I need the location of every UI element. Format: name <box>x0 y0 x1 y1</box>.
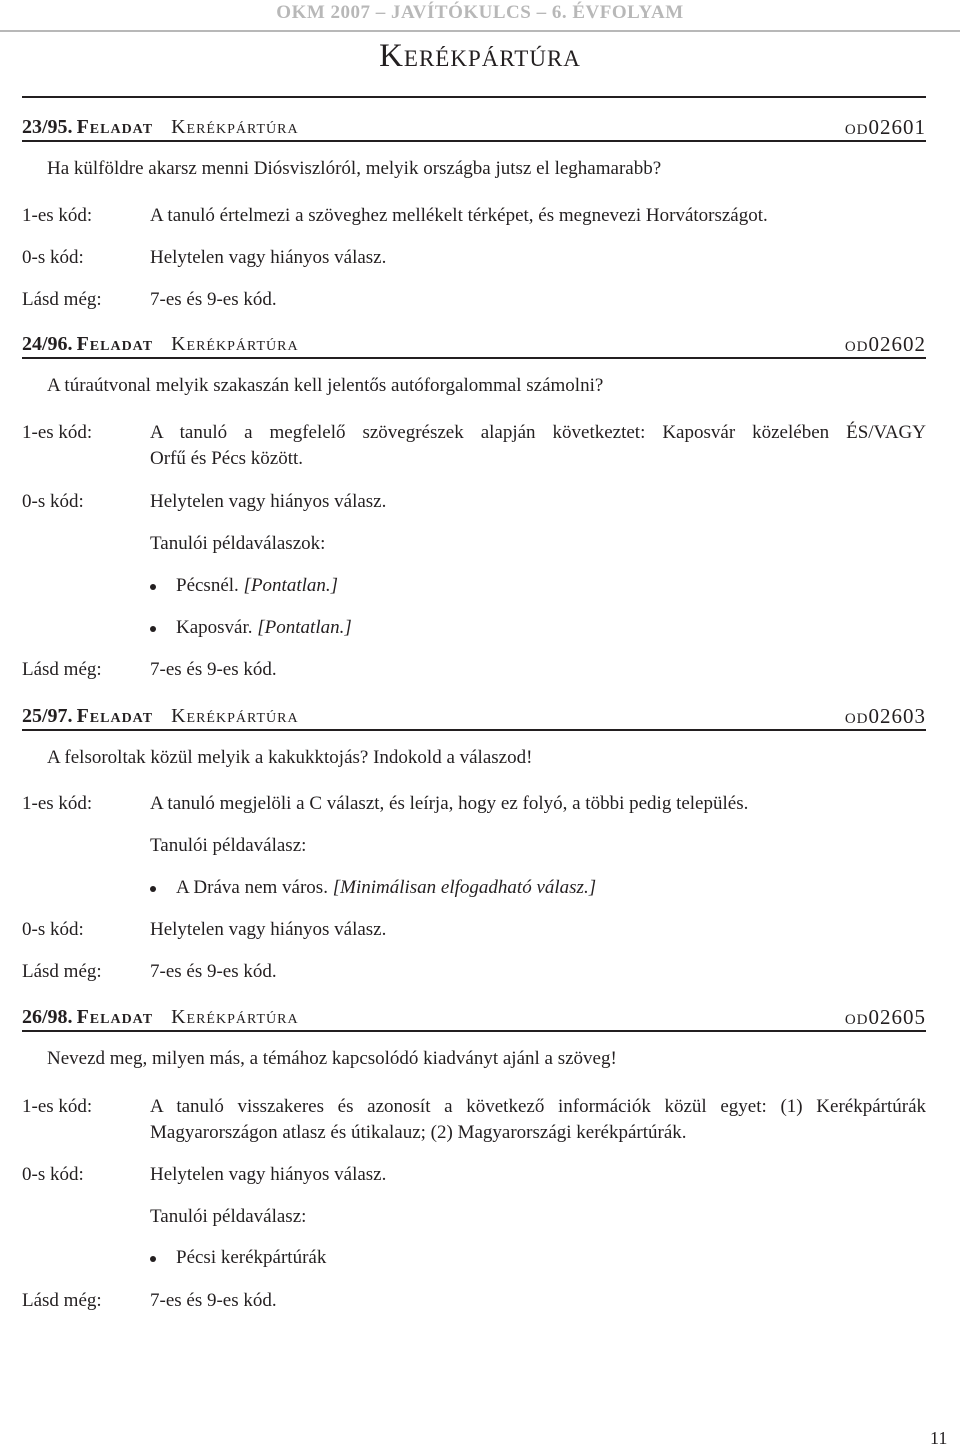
task-subject: Kerékpártúra <box>171 333 299 355</box>
task-question: A felsoroltak közül melyik a kakukktojás? Indokold a válaszod! <box>47 747 533 768</box>
task-header <box>22 703 926 731</box>
code1-label: 1-es kód: <box>22 793 93 814</box>
task-feladat: Feladat <box>76 333 154 355</box>
task-feladat: Feladat <box>76 116 154 138</box>
task-code: od02603 <box>844 704 926 728</box>
examples-label: Tanulói példaválaszok: <box>150 533 326 554</box>
see-also-text: 7-es és 9-es kód. <box>150 289 277 310</box>
see-also-label: Lásd még: <box>22 659 102 680</box>
task-header <box>22 331 926 359</box>
code0-text: Helytelen vagy hiányos válasz. <box>150 919 387 940</box>
task-feladat: Feladat <box>76 1006 154 1028</box>
task-header <box>22 1004 926 1032</box>
code1-label: 1-es kód: <box>22 1096 93 1117</box>
code1-text: A tanuló visszakeres és azonosít a következő információk közül egyet: (1) Kerékpártúrák <box>150 1096 926 1117</box>
code1-text-continued: Orfű és Pécs között. <box>150 448 304 469</box>
code0-text: Helytelen vagy hiányos válasz. <box>150 1164 387 1185</box>
see-also-text: 7-es és 9-es kód. <box>150 659 277 680</box>
examples-label: Tanulói példaválasz: <box>150 1206 307 1227</box>
header-rule <box>0 30 960 32</box>
code1-text: A tanuló a megfelelő szövegrészek alapján következtet: Kaposvár közelében ÉS/VAGY <box>150 422 926 443</box>
example-text: Pécsnél. <box>176 575 239 596</box>
code1-text-continued: Magyarországon atlasz és útikalauz; (2) Magyarországi kerékpártúrák. <box>150 1122 687 1143</box>
task-question: Ha külföldre akarsz menni Diósviszlóról, melyik országba jutsz el leghamarabb? <box>47 158 662 179</box>
code0-text: Helytelen vagy hiányos válasz. <box>150 491 387 512</box>
code1-text: A tanuló értelmezi a szöveghez mellékelt térképet, és megnevezi Horvátországot. <box>150 205 768 226</box>
see-also-label: Lásd még: <box>22 961 102 982</box>
example-text: Pécsi kerékpártúrák <box>176 1247 327 1268</box>
code1-text: A tanuló megjelöli a C választ, és leírja, hogy ez folyó, a többi pedig település. <box>150 793 749 814</box>
code1-label: 1-es kód: <box>22 422 93 443</box>
task-number: 24/96. <box>22 333 73 355</box>
example-text: A Dráva nem város. <box>176 877 328 898</box>
code1-label: 1-es kód: <box>22 205 93 226</box>
task-feladat: Feladat <box>76 705 154 727</box>
bullet-dot <box>150 1256 156 1262</box>
code0-label: 0-s kód: <box>22 919 84 940</box>
task-subject: Kerékpártúra <box>171 116 299 138</box>
task-subject: Kerékpártúra <box>171 1006 299 1028</box>
example-note: [Pontatlan.] <box>243 575 339 596</box>
page-number: 11 <box>930 1428 948 1448</box>
example-note: [Pontatlan.] <box>257 617 352 638</box>
example-text: Kaposvár. <box>176 617 253 638</box>
bullet-dot <box>150 886 156 892</box>
example-note: [Minimálisan elfogadható válasz.] <box>332 877 597 898</box>
running-header: OKM 2007 – JAVÍTÓKULCS – 6. ÉVFOLYAM <box>276 2 684 23</box>
code0-label: 0-s kód: <box>22 1164 84 1185</box>
task-subject: Kerékpártúra <box>171 705 299 727</box>
code0-text: Helytelen vagy hiányos válasz. <box>150 247 387 268</box>
task-number: 25/97. <box>22 705 73 727</box>
bullet-dot <box>150 584 156 590</box>
task-code: od02605 <box>844 1005 926 1029</box>
see-also-label: Lásd még: <box>22 1290 102 1311</box>
task-header <box>22 114 926 142</box>
task-number: 26/98. <box>22 1006 73 1028</box>
see-also-text: 7-es és 9-es kód. <box>150 1290 277 1311</box>
task-code: od02602 <box>844 332 926 356</box>
task-question: A túraútvonal melyik szakaszán kell jelentős autóforgalommal számolni? <box>47 375 604 396</box>
task-question: Nevezd meg, milyen más, a témához kapcsolódó kiadványt ajánl a szöveg! <box>47 1048 617 1069</box>
code0-label: 0-s kód: <box>22 247 84 268</box>
code0-label: 0-s kód: <box>22 491 84 512</box>
task-code: od02601 <box>844 115 926 139</box>
bullet-dot <box>150 626 156 632</box>
task-number: 23/95. <box>22 116 73 138</box>
page-title: Kerékpártúra <box>379 38 581 74</box>
see-also-text: 7-es és 9-es kód. <box>150 961 277 982</box>
page-title-rule <box>22 96 926 98</box>
examples-label: Tanulói példaválasz: <box>150 835 307 856</box>
see-also-label: Lásd még: <box>22 289 102 310</box>
